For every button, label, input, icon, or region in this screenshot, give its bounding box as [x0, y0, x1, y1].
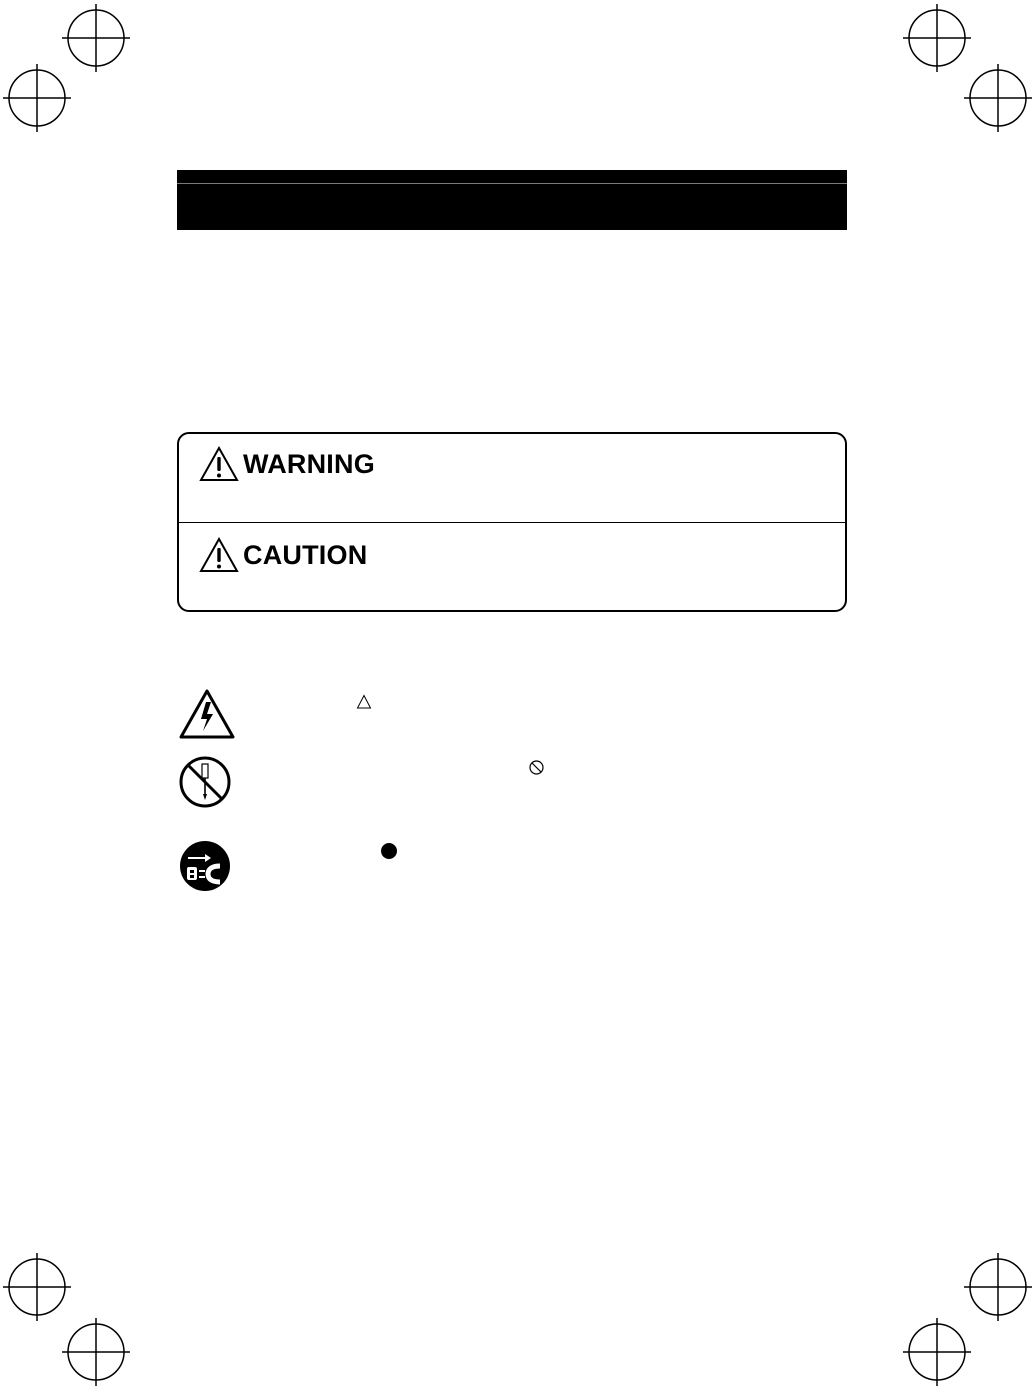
registration-mark-icon	[3, 64, 71, 132]
unplug-icon	[179, 838, 231, 894]
registration-mark-icon	[964, 64, 1032, 132]
triangle-icon	[356, 694, 372, 710]
registration-mark-icon	[903, 1318, 971, 1386]
caution-label: CAUTION	[243, 540, 368, 570]
mandatory-dot-icon	[380, 842, 398, 860]
section-header-bar	[177, 170, 847, 230]
header-rule	[177, 183, 847, 184]
registration-mark-icon	[62, 4, 130, 72]
prohibition-icon	[528, 759, 545, 776]
signal-word-box	[177, 432, 847, 612]
registration-mark-icon	[62, 1318, 130, 1386]
caution-signal	[199, 537, 367, 573]
warning-label: WARNING	[243, 449, 375, 479]
exclamation-triangle-icon	[199, 446, 239, 482]
registration-mark-icon	[3, 1253, 71, 1321]
no-disassembly-icon	[177, 754, 233, 810]
registration-mark-icon	[903, 4, 971, 72]
signal-divider	[179, 522, 845, 523]
warning-signal	[199, 446, 375, 482]
electric-shock-icon	[178, 688, 236, 740]
exclamation-triangle-icon	[199, 537, 239, 573]
registration-mark-icon	[964, 1253, 1032, 1321]
